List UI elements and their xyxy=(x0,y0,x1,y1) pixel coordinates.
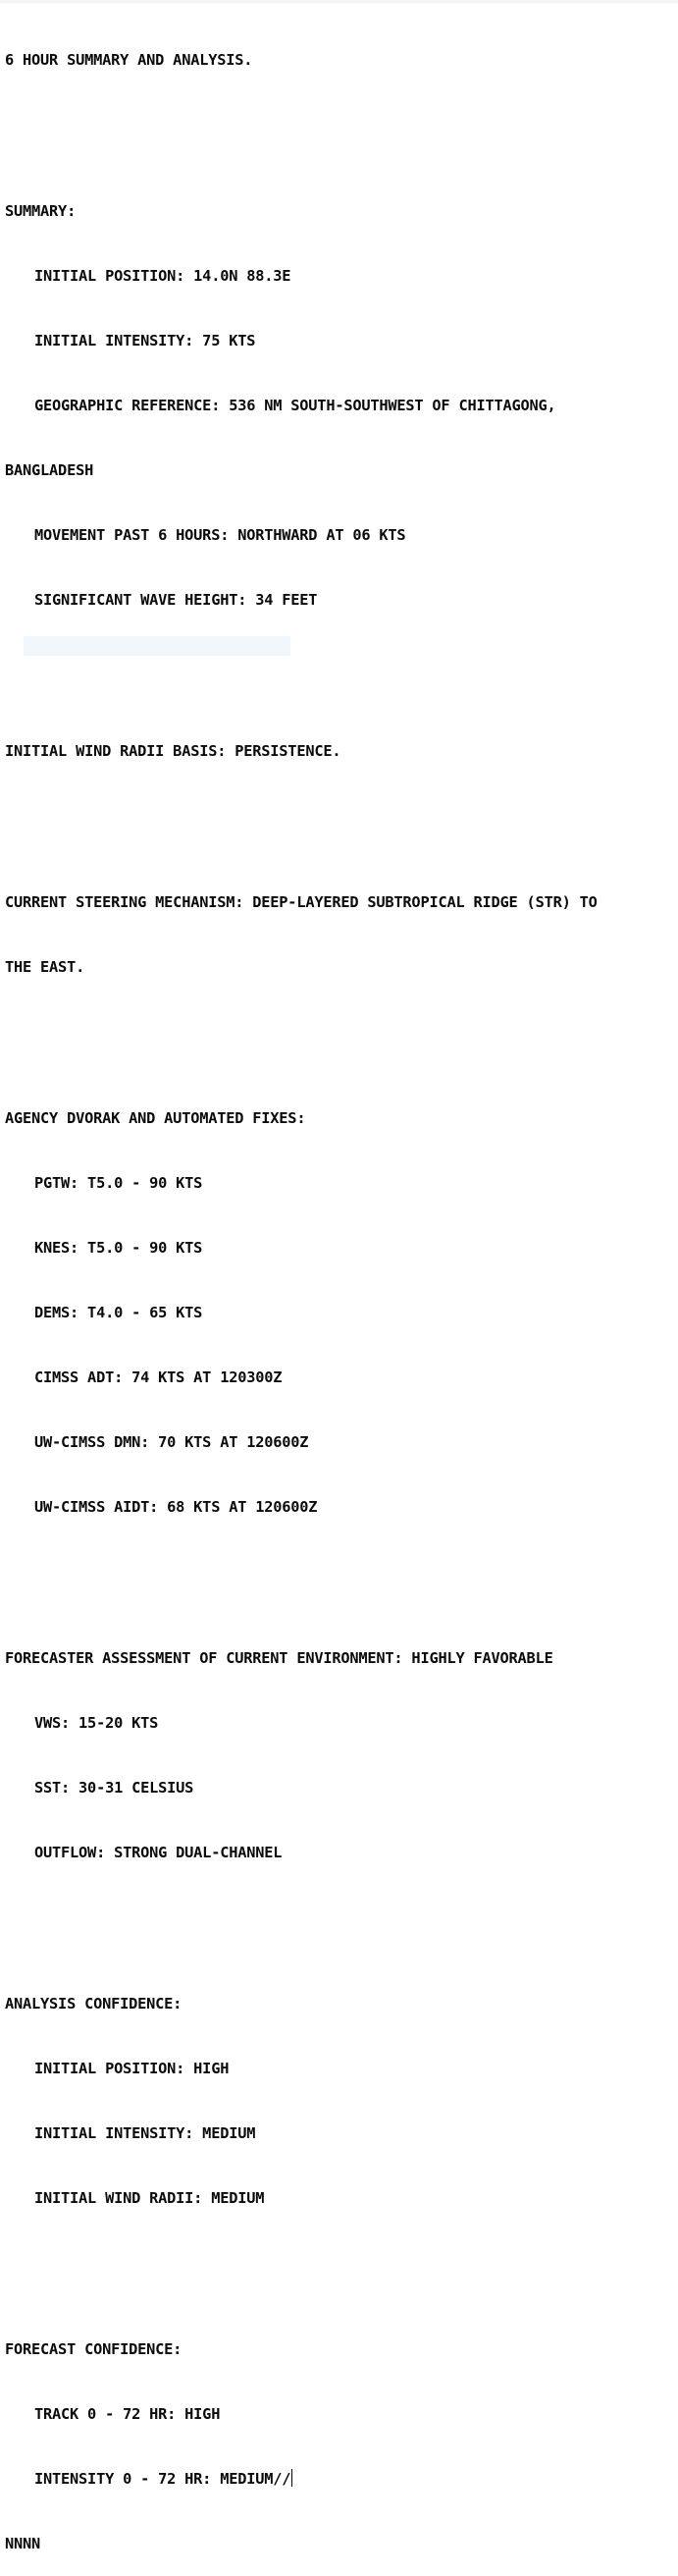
dvorak-item: DEMS: T4.0 - 65 KTS xyxy=(34,1304,203,1321)
blank-line xyxy=(5,2252,676,2274)
document-text[interactable] xyxy=(5,6,676,2576)
summary-heading: SUMMARY: xyxy=(5,202,77,220)
steering-line-2: THE EAST. xyxy=(5,958,85,976)
top-edge xyxy=(0,0,678,3)
analysis-confidence-item: INITIAL INTENSITY: MEDIUM xyxy=(34,2124,256,2142)
summary-movement: MOVEMENT PAST 6 HOURS: NORTHWARD AT 06 KTS xyxy=(34,526,406,544)
blank-line xyxy=(5,114,676,135)
dvorak-heading: AGENCY DVORAK AND AUTOMATED FIXES: xyxy=(5,1109,306,1127)
summary-geo-reference-cont: BANGLADESH xyxy=(5,461,94,479)
end-marker: NNNN xyxy=(5,2535,41,2552)
summary-geo-reference: GEOGRAPHIC REFERENCE: 536 NM SOUTH-SOUTHWEST OF CHITTAGONG, xyxy=(34,397,556,414)
dvorak-item: UW-CIMSS DMN: 70 KTS AT 120600Z xyxy=(34,1433,309,1451)
dvorak-item: UW-CIMSS AIDT: 68 KTS AT 120600Z xyxy=(34,1498,318,1516)
dvorak-item: CIMSS ADT: 74 KTS AT 120300Z xyxy=(34,1368,283,1386)
forecast-confidence-item xyxy=(5,2468,676,2490)
dvorak-item: PGTW: T5.0 - 90 KTS xyxy=(34,1174,203,1192)
environment-item: SST: 30-31 CELSIUS xyxy=(34,1779,194,1797)
dvorak-item: KNES: T5.0 - 90 KTS xyxy=(34,1239,203,1257)
forecast-confidence-intensity-text: INTENSITY 0 - 72 HR: MEDIUM// xyxy=(34,2470,291,2488)
forecast-confidence-heading: FORECAST CONFIDENCE: xyxy=(5,2340,183,2358)
blank-line xyxy=(5,1021,676,1043)
analysis-confidence-item: INITIAL POSITION: HIGH xyxy=(34,2060,230,2077)
analysis-confidence-heading: ANALYSIS CONFIDENCE: xyxy=(5,1995,183,2012)
blank-line xyxy=(5,1561,676,1583)
analysis-confidence-item: INITIAL WIND RADII: MEDIUM xyxy=(34,2189,265,2207)
forecast-confidence-item: TRACK 0 - 72 HR: HIGH xyxy=(34,2405,221,2423)
environment-item: VWS: 15-20 KTS xyxy=(34,1714,159,1732)
summary-initial-position: INITIAL POSITION: 14.0N 88.3E xyxy=(34,267,291,285)
summary-initial-intensity: INITIAL INTENSITY: 75 KTS xyxy=(34,332,256,349)
document-title: 6 HOUR SUMMARY AND ANALYSIS. xyxy=(5,51,253,69)
text-cursor xyxy=(291,2469,292,2487)
environment-item: OUTFLOW: STRONG DUAL-CHANNEL xyxy=(34,1844,283,1861)
steering-line-1: CURRENT STEERING MECHANISM: DEEP-LAYERED SUBTROPICAL RIDGE (STR) TO xyxy=(5,893,598,911)
environment-heading: FORECASTER ASSESSMENT OF CURRENT ENVIRONMENT: HIGHLY FAVORABLE xyxy=(5,1649,553,1667)
blank-line xyxy=(5,1906,676,1928)
summary-wave-height: SIGNIFICANT WAVE HEIGHT: 34 FEET xyxy=(34,591,318,609)
blank-line xyxy=(5,654,676,675)
blank-line xyxy=(5,805,676,827)
wind-radii-basis: INITIAL WIND RADII BASIS: PERSISTENCE. xyxy=(5,742,341,760)
